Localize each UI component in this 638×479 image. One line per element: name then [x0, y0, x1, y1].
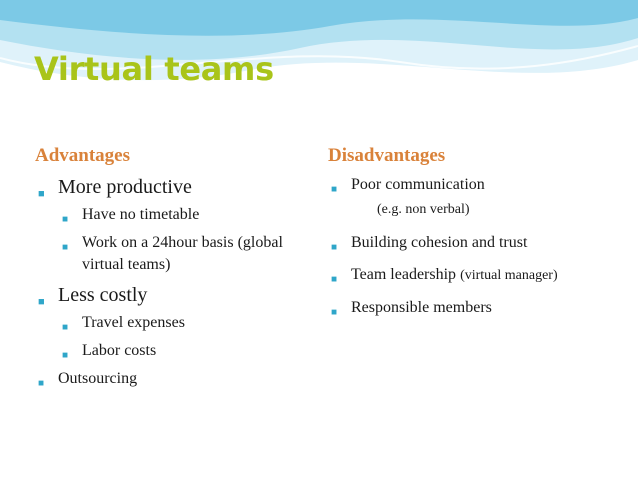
list-item-label: Work on a 24hour basis (global virtual teams) — [82, 234, 283, 273]
list-item — [331, 232, 611, 254]
list-item — [38, 174, 298, 200]
disadvantages-list — [331, 174, 611, 329]
list-item-label: Have no timetable — [82, 206, 200, 223]
list-item — [62, 204, 298, 226]
list-item-label: Labor costs — [82, 342, 157, 359]
list-item-label: Less costly — [58, 284, 148, 306]
list-item — [331, 264, 611, 287]
list-item-label: Travel expenses — [82, 314, 185, 331]
bullet-square-icon: ■ — [331, 184, 338, 195]
list-item-note — [331, 200, 611, 220]
list-item — [62, 340, 298, 362]
bullet-square-icon: ■ — [38, 188, 45, 200]
list-item — [331, 297, 611, 319]
list-item — [38, 282, 298, 308]
list-item-label: Responsible members — [351, 299, 492, 316]
list-item-suffix: (virtual manager) — [460, 268, 558, 283]
advantages-list — [38, 174, 298, 396]
sub-list — [62, 312, 298, 362]
bullet-square-icon: ■ — [62, 242, 69, 253]
bullet-square-icon: ■ — [331, 307, 338, 318]
list-item-label: More productive — [58, 176, 192, 198]
disadvantages-heading: Disadvantages — [328, 145, 446, 166]
note-text: (e.g. non verbal) — [377, 202, 470, 217]
bullet-square-icon: ■ — [331, 242, 338, 253]
bullet-square-icon: ■ — [331, 274, 338, 285]
list-item — [62, 232, 298, 276]
list-item — [331, 174, 611, 196]
list-item-label: Poor communication — [351, 176, 485, 193]
bullet-square-icon: ■ — [38, 296, 45, 308]
sub-list — [62, 204, 298, 276]
slide-title: Virtual teams — [34, 50, 274, 88]
list-item-label: Outsourcing — [58, 370, 138, 387]
list-item — [38, 368, 298, 390]
bullet-square-icon: ■ — [62, 350, 69, 361]
bullet-square-icon: ■ — [62, 214, 69, 225]
list-item-label: Team leadership — [351, 266, 457, 283]
bullet-square-icon: ■ — [38, 378, 45, 389]
list-item — [62, 312, 298, 334]
bullet-square-icon: ■ — [62, 322, 69, 333]
advantages-heading: Advantages — [35, 145, 131, 166]
list-item-label: Building cohesion and trust — [351, 234, 528, 251]
